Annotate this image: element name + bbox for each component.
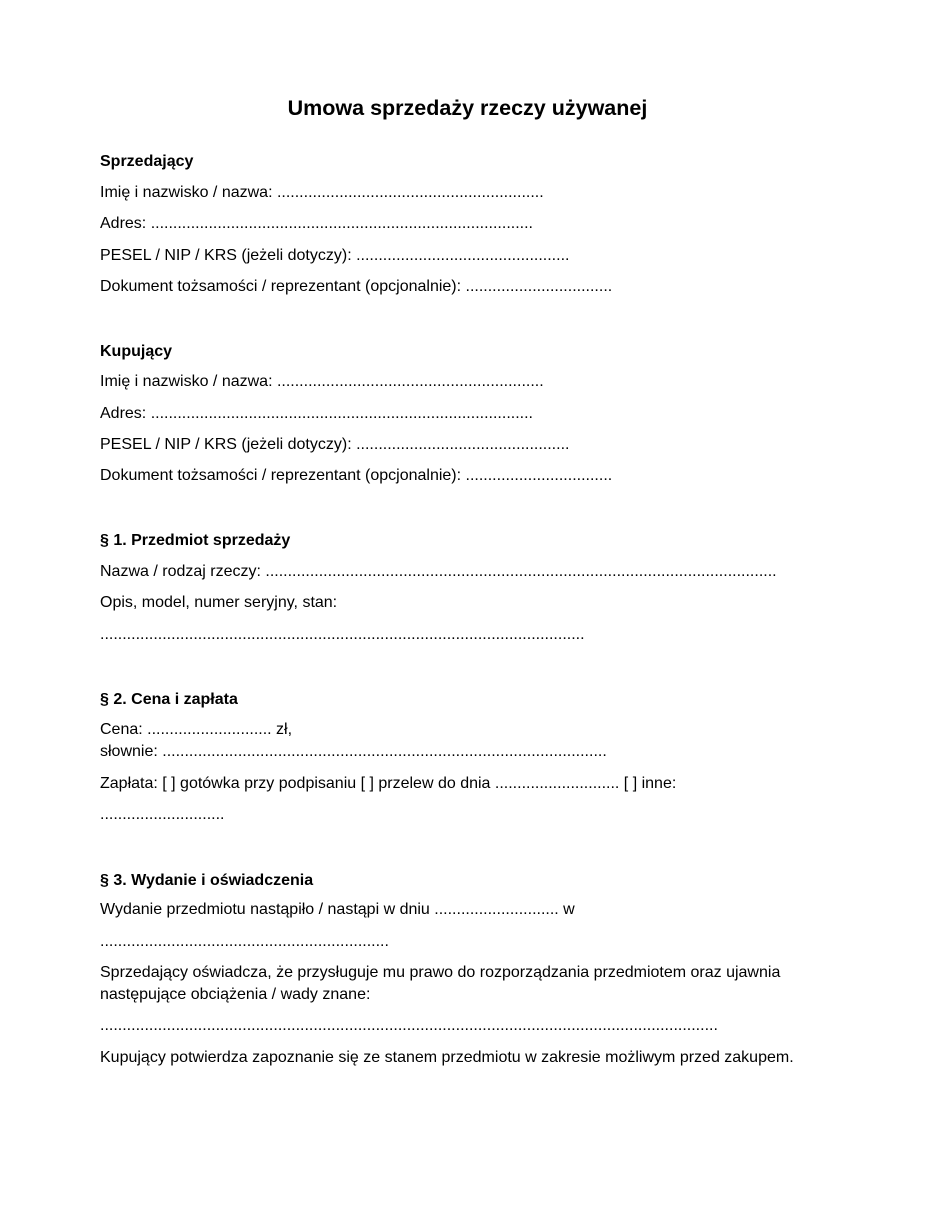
item-name-field: Nazwa / rodzaj rzeczy: ...................................................................................................................	[100, 563, 777, 580]
defects-blank: ...........................................................................................................................................	[100, 1017, 718, 1034]
buyer-ids-field: PESEL / NIP / KRS (jeżeli dotyczy): ................................................	[100, 436, 570, 453]
section1-heading: § 1. Przedmiot sprzedaży	[100, 532, 291, 549]
seller-ids-field: PESEL / NIP / KRS (jeżeli dotyczy): ................................................	[100, 247, 570, 264]
buyer-confirmation: Kupujący potwierdza zapoznanie się ze stanem przedmiotu w zakresie możliwym przed zakupem.	[100, 1049, 794, 1066]
price-in-words-field: słownie: ....................................................................................................	[100, 743, 607, 760]
item-description-label: Opis, model, numer seryjny, stan:	[100, 594, 338, 611]
section2-heading: § 2. Cena i zapłata	[100, 691, 238, 708]
seller-name-field: Imię i nazwisko / nazwa: ............................................................	[100, 184, 544, 201]
payment-other-blank: ............................	[100, 806, 225, 823]
buyer-heading: Kupujący	[100, 343, 173, 360]
price-field: Cena: ............................ zł,	[100, 721, 293, 738]
seller-address-field: Adres: ......................................................................................	[100, 215, 533, 232]
seller-heading: Sprzedający	[100, 153, 194, 170]
seller-statement: Sprzedający oświadcza, że przysługuje mu prawo do rozporządzania przedmiotem oraz ujawnia następujące obciążenia / wady znane:	[100, 964, 781, 1003]
buyer-document-field: Dokument tożsamości / reprezentant (opcjonalnie): .................................	[100, 467, 613, 484]
section3-heading: § 3. Wydanie i oświadczenia	[100, 872, 314, 889]
buyer-address-field: Adres: ......................................................................................	[100, 405, 533, 422]
delivery-field: Wydanie przedmiotu nastąpiło / nastąpi w dniu ............................ w	[100, 901, 575, 918]
seller-document-field: Dokument tożsamości / reprezentant (opcjonalnie): .................................	[100, 278, 613, 295]
item-description-blank: .............................................................................................................	[100, 626, 585, 643]
delivery-place-blank: .................................................................	[100, 933, 389, 950]
payment-options: Zapłata: [ ] gotówka przy podpisaniu [ ] przelew do dnia ............................ [ ] inne:	[100, 775, 677, 792]
buyer-name-field: Imię i nazwisko / nazwa: ............................................................	[100, 373, 544, 390]
document-title: Umowa sprzedaży rzeczy używanej	[287, 96, 648, 120]
